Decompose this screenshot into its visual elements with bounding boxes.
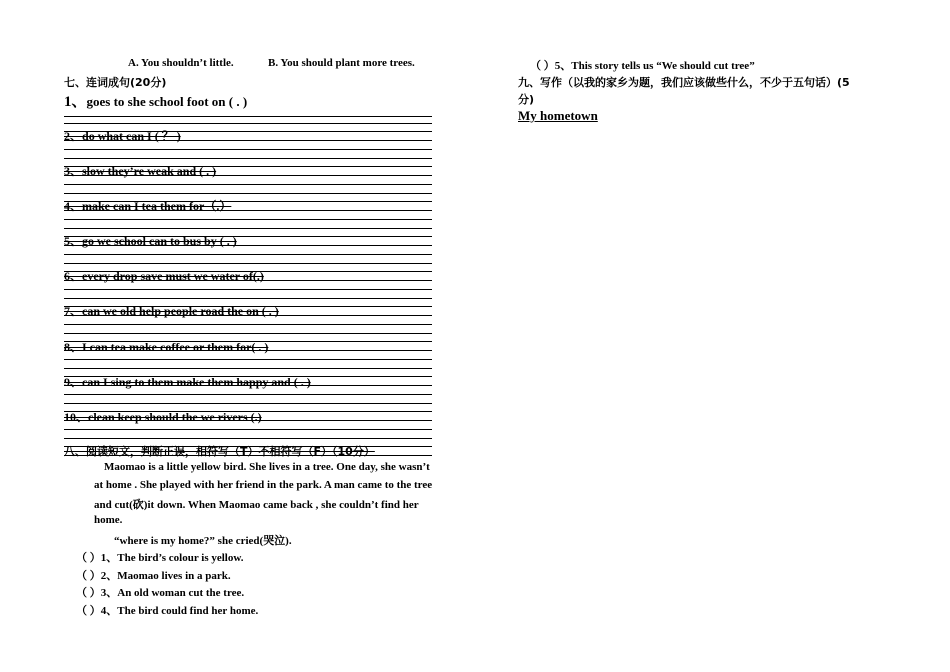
passage-line-1: Maomao is a little yellow bird. She lives in a tree. One day, she wasn’t — [104, 461, 430, 473]
answer-bracket[interactable]: （ ） — [76, 605, 101, 617]
question-text: 3、An old woman cut the tree. — [100, 587, 245, 599]
item-number: 5、 — [64, 234, 83, 248]
item-number: 3、 — [64, 164, 83, 178]
essay-title: My hometown — [518, 108, 598, 123]
item-number: 6、 — [64, 269, 83, 283]
answer-bracket[interactable]: （ ） — [76, 587, 101, 599]
section-7-item-6 — [64, 267, 264, 284]
section-8-title: 八、阅读短文，判断正误，相符写（T）不相符写（F）（10分） — [64, 445, 375, 458]
question-5 — [530, 57, 755, 73]
item-number: 4、 — [64, 199, 83, 213]
option-a: A. You shouldn’t little. — [128, 57, 234, 69]
item-words: do what can I ( ？ ) — [82, 129, 181, 143]
section-7-item-8 — [64, 338, 268, 355]
section-7-item-9 — [64, 373, 311, 390]
answer-bracket[interactable]: （ ） — [530, 60, 555, 72]
question-3 — [76, 584, 244, 600]
section-9-title-cont: 分) — [518, 93, 535, 106]
section-7-title: 七、连词成句(20分) — [64, 76, 167, 89]
item-words: slow they’re weak and ( . ) — [82, 164, 217, 178]
answer-bracket[interactable]: （ ） — [76, 570, 101, 582]
section-7-item-5 — [64, 232, 237, 249]
item-number: 2、 — [64, 129, 83, 143]
section-7-item-3 — [64, 162, 216, 179]
item-words: goes to she school foot on ( . ) — [86, 94, 248, 109]
answer-bracket[interactable]: （ ） — [76, 552, 101, 564]
section-7-item-10 — [64, 408, 262, 425]
option-b: B. You should plant more trees. — [268, 57, 415, 69]
section-7-item-1 — [64, 90, 247, 111]
question-text: 2、Maomao lives in a park. — [100, 570, 231, 582]
section-7-item-7 — [64, 302, 279, 319]
item-number: 1、 — [64, 94, 87, 110]
item-words: every drop save must we water of(.) — [82, 269, 264, 283]
passage-line-4: home. — [94, 514, 123, 526]
passage-quote: “where is my home?” she cried(哭泣). — [114, 535, 292, 547]
item-words: I can tea make coffee or them for( . ) — [82, 340, 269, 354]
item-number: 8、 — [64, 340, 83, 354]
item-number: 10、 — [64, 410, 89, 424]
item-words: can I sing to them make them happy and ( . ) — [82, 375, 311, 389]
question-text: 1、The bird’s colour is yellow. — [100, 552, 244, 564]
question-text: 4、The bird could find her home. — [100, 605, 259, 617]
section-9-title: 九、写作（以我的家乡为题，我们应该做些什么，不少于五句话）(5 — [518, 76, 850, 89]
item-words: go we school can to bus by ( . ) — [82, 234, 237, 248]
section-7-item-2 — [64, 127, 181, 144]
question-4 — [76, 602, 258, 618]
passage-line-2: at home . She played with her friend in the park. A man came to the tree — [94, 479, 433, 491]
question-1 — [76, 549, 243, 565]
question-2 — [76, 567, 231, 583]
item-words: clean keep should the we rivers (.) — [88, 410, 262, 424]
section-7-item-4 — [64, 197, 231, 214]
item-words: can we old help people road the on ( . ) — [82, 304, 279, 318]
item-number: 7、 — [64, 304, 83, 318]
item-words: make can I tea them for（.） — [82, 199, 232, 213]
item-number: 9、 — [64, 375, 83, 389]
passage-line-3: and cut(砍)it down. When Maomao came back , she couldn’t find her — [94, 499, 419, 511]
question-text: 5、This story tells us “We should cut tree” — [554, 60, 755, 72]
